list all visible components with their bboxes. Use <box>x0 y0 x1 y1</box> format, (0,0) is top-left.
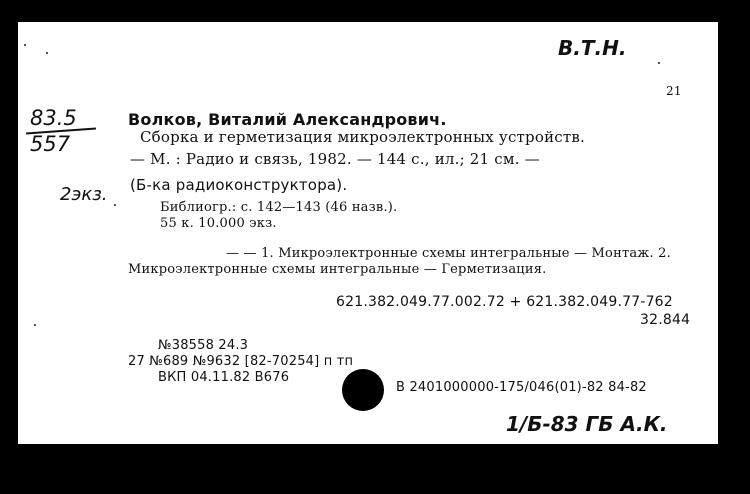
scan-speck <box>34 324 36 326</box>
bibliography-note: Библиогр.: с. 142—143 (46 назв.). <box>160 200 398 215</box>
handwritten-copies: 2экз. <box>60 184 108 205</box>
handwritten-bottom-right: 1/Б-83 ГБ А.К. <box>506 412 668 436</box>
scan-speck <box>46 52 48 54</box>
top-mark: 21 <box>666 84 682 98</box>
record-line-2: 27 №689 №9632 [82-70254] п тп <box>128 354 354 369</box>
title-line-1: Сборка и герметизация микроэлектронных устройств. <box>140 128 585 146</box>
record-line-3: ВКП 04.11.82 В676 <box>158 370 290 385</box>
classification-top: 83.5 <box>30 106 77 130</box>
scan-speck <box>24 44 26 46</box>
author-heading: Волков, Виталий Александрович. <box>128 110 447 129</box>
subject-line-2: Микроэлектронные схемы интегральные — Герметизация. <box>128 262 547 277</box>
scan-speck <box>114 204 116 206</box>
punch-hole <box>342 369 384 411</box>
title-line-3: (Б-ка радиоконструктора). <box>130 176 348 194</box>
scan-speck <box>658 62 660 64</box>
bbk-index: 32.844 <box>640 312 691 328</box>
udc-index: 621.382.049.77.002.72 + 621.382.049.77-762 <box>336 294 673 310</box>
catalog-card <box>18 22 718 444</box>
subject-line-1: — — 1. Микроэлектронные схемы интегральные — Монтаж. 2. <box>226 246 671 261</box>
record-line-1: №38558 24.3 <box>158 338 249 353</box>
classification-bottom: 557 <box>30 132 71 156</box>
title-line-2: — М. : Радио и связь, 1982. — 144 с., ил.; 21 см. — <box>130 150 540 168</box>
price-and-print-run: 55 к. 10.000 экз. <box>160 216 277 231</box>
record-code: В 2401000000-175/046(01)-82 84-82 <box>396 380 647 395</box>
handwritten-top-right: В.Т.Н. <box>558 36 627 60</box>
